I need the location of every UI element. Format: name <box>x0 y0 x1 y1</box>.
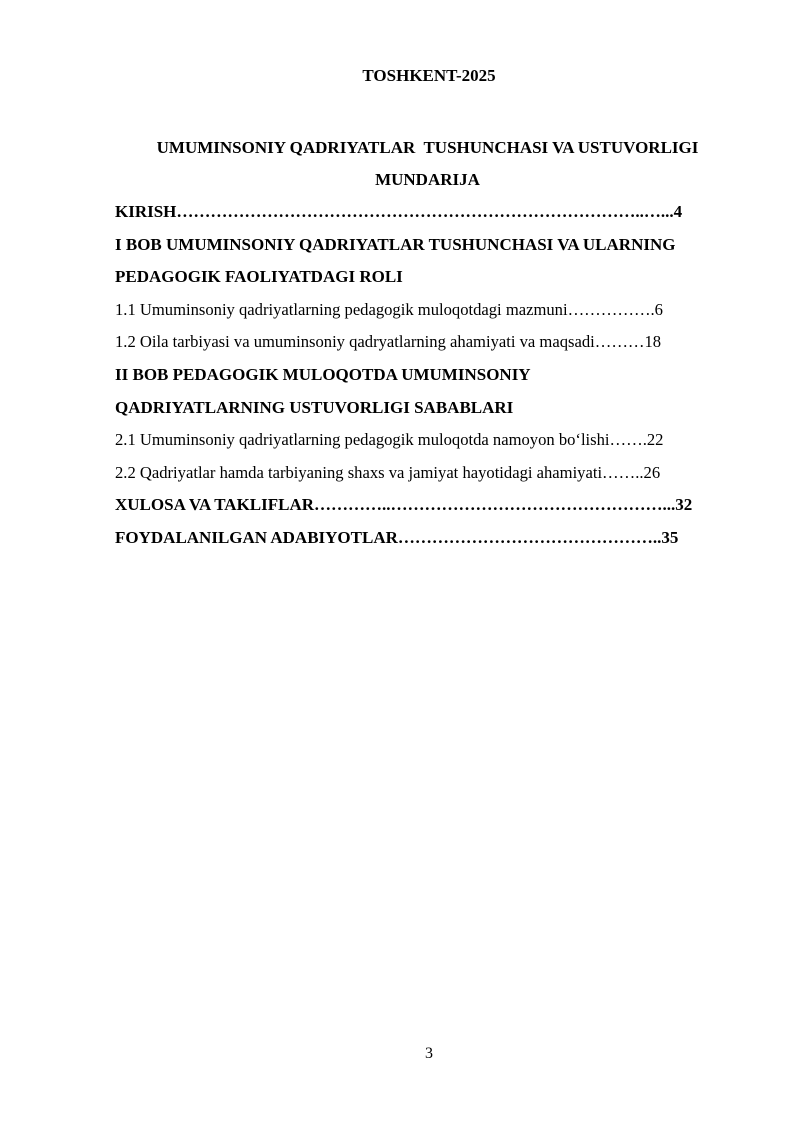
document-title <box>115 132 740 196</box>
toc-section-1-2: 1.2 Oila tarbiyasi va umuminsoniy qadryatlarning ahamiyati va maqsadi………18 <box>115 332 662 352</box>
toc-entry-xulosa: XULOSA VA TAKLIFLAR…………..…………………………………………...32 <box>115 495 693 515</box>
toc-entry-kirish: KIRISH………………………………………………………………………..…...4 <box>115 202 683 221</box>
toc-entry-adabiyotlar: FOYDALANILGAN ADABIYOTLAR………………………………………..35 <box>115 527 679 547</box>
title-line-1: UMUMINSONIY QADRIYATLAR TUSHUNCHASI VA USTUVORLIGI <box>156 138 699 157</box>
toc-section-1-1: 1.1 Umuminsoniy qadriyatlarning pedagogik muloqotdagi mazmuni…………….6 <box>115 299 663 319</box>
toc-chapter-1-line-2: PEDAGOGIK FAOLIYATDAGI ROLI <box>115 267 403 287</box>
page-number: 3 <box>425 1045 433 1062</box>
toc-chapter-2-line-1: II BOB PEDAGOGIK MULOQOTDA UMUMINSONIY <box>115 364 531 384</box>
toc-chapter-2-line-2: QADRIYATLARNING USTUVORLIGI SABABLARI <box>115 397 514 417</box>
table-of-contents <box>115 196 741 555</box>
title-line-2: MUNDARIJA <box>375 170 480 189</box>
toc-section-2-2: 2.2 Qadriyatlar hamda tarbiyaning shaxs va jamiyat hayotidagi ahamiyati……..26 <box>115 462 661 482</box>
toc-chapter-1-line-1: I BOB UMUMINSONIY QADRIYATLAR TUSHUNCHASI VA ULARNING <box>115 234 676 254</box>
city-year-heading: TOSHKENT-2025 <box>362 66 496 85</box>
toc-section-2-1: 2.1 Umuminsoniy qadriyatlarning pedagogik muloqotda namoyon bo‘lishi…….22 <box>115 430 664 450</box>
